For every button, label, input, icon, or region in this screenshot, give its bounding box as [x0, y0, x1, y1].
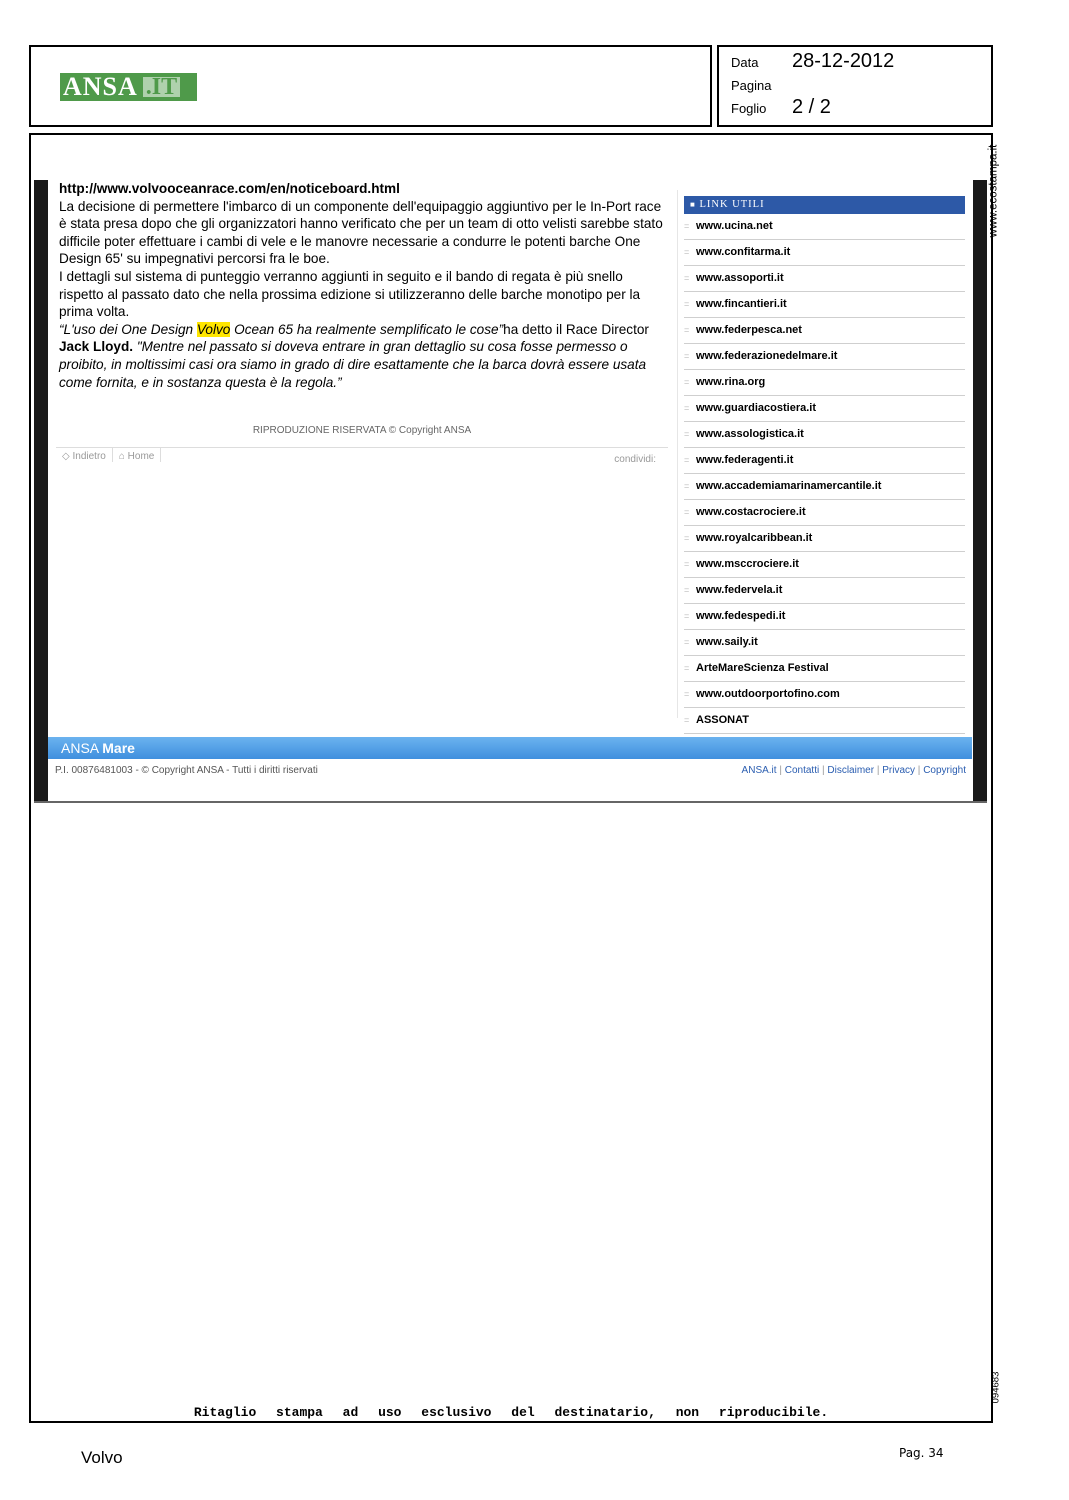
footer-link-copyright[interactable]: Copyright — [923, 765, 966, 776]
back-link[interactable] — [56, 448, 113, 462]
document-code — [988, 1368, 1018, 1408]
footer-sep: | — [779, 765, 782, 776]
link-item[interactable]: = www.saily.it — [684, 630, 965, 656]
link-item[interactable]: = www.msccrociere.it — [684, 552, 965, 578]
link-item[interactable]: = www.federpesca.net — [684, 318, 965, 344]
director-name: Jack Lloyd. — [59, 339, 134, 355]
ansa-mare-banner[interactable] — [48, 737, 972, 759]
footer-links — [742, 765, 966, 776]
quote-second: "Mentre nel passato si doveva entrare in gran dettaglio su cosa fosse permesso o proibito, in moltissimi casi ora siamo in grado di dire esattamente che la barca dovrà essere usata come fornita, e in sostanza questa è la regola.” — [59, 339, 647, 390]
link-item[interactable]: = www.assologistica.it — [684, 422, 965, 448]
footer-sep: | — [876, 765, 880, 776]
article-paragraph-3 — [59, 321, 669, 391]
footer-link-contatti[interactable]: Contatti — [784, 765, 820, 776]
ecostampa-sidebar — [988, 145, 1018, 250]
keyword-label: Volvo — [81, 1448, 123, 1467]
footer-link-disclaimer[interactable]: Disclaimer — [827, 765, 875, 776]
link-item[interactable]: = www.ucina.net — [684, 214, 965, 240]
article-paragraph-1: La decisione di permettere l'imbarco di un componente dell'equipaggio aggiuntivo per le In-Port race è stata presa dopo che gli organizzatori hanno verificato che per un team di otto velisti sarebbe stato difficile poter effettuare i cambi di vele e le manovre necessarie a condurre le potenti barche One Design 65' su impegnativi percorsi fra le boe. — [59, 198, 663, 267]
link-item[interactable]: = www.federazionedelmare.it — [684, 344, 965, 370]
link-item[interactable]: = www.rina.org — [684, 370, 965, 396]
data-label: Data — [731, 55, 759, 70]
link-utili-title: LINK UTILI — [699, 199, 765, 210]
document-code-text: 094683 — [990, 1371, 1002, 1404]
back-label: Indietro — [72, 451, 106, 462]
link-item[interactable]: = www.fedespedi.it — [684, 604, 965, 630]
pagina-label: Pagina — [731, 78, 772, 93]
quote-end: Ocean 65 ha realmente semplificato le cose” — [230, 321, 504, 337]
quote-said: ha detto il Race Director — [503, 321, 649, 337]
footer-sep: | — [821, 765, 825, 776]
home-link[interactable] — [113, 448, 162, 462]
footer-copyright: P.I. 00876481003 - © Copyright ANSA - Tutti i diritti riservati — [55, 765, 318, 776]
link-utili-header — [684, 196, 965, 214]
article-paragraph-2: I dettagli sul sistema di punteggio verranno aggiunti in seguito e il bando di regata è più snello rispetto al passato dato che nella prossima edizione si utilizzeranno delle barche monotipo per la prima volta. — [59, 268, 641, 320]
header-info-box — [717, 45, 993, 127]
link-item[interactable]: = www.costacrociere.it — [684, 500, 965, 526]
header-left-box — [29, 45, 712, 127]
link-item[interactable]: = www.fincantieri.it — [684, 292, 965, 318]
right-dark-border — [973, 180, 987, 802]
highlight-volvo: Volvo — [196, 321, 231, 337]
ansa-logo[interactable] — [60, 73, 197, 101]
link-item[interactable]: = www.accademiamarinamercantile.it — [684, 474, 965, 500]
link-item[interactable]: = www.guardiacostiera.it — [684, 396, 965, 422]
link-utili-panel — [684, 196, 965, 734]
footer-sep: | — [917, 765, 921, 776]
share-label[interactable]: condividi: — [614, 454, 656, 465]
reproduction-notice: RIPRODUZIONE RISERVATA © Copyright ANSA — [252, 425, 472, 436]
link-list — [684, 214, 965, 734]
link-item[interactable]: = ASSONAT — [684, 708, 965, 734]
article-url[interactable]: http://www.volvooceanrace.com/en/noticeboard.html — [59, 181, 400, 196]
logo-suffix: .IT — [143, 77, 180, 97]
banner-brand-b: Mare — [102, 740, 135, 756]
foglio-label: Foglio — [731, 101, 767, 116]
quote-start: “L'uso dei One Design — [59, 321, 197, 337]
links-divider — [677, 190, 678, 718]
link-item[interactable]: = www.assoporti.it — [684, 266, 965, 292]
link-item[interactable]: = www.federvela.it — [684, 578, 965, 604]
ecostampa-text: www.ecostampa.it — [987, 144, 1000, 238]
bullet-icon: ■ — [690, 200, 696, 209]
link-item[interactable]: = www.outdoorportofino.com — [684, 682, 965, 708]
page-number: Pag. 34 — [899, 1446, 944, 1460]
footer-link-privacy[interactable]: Privacy — [882, 765, 916, 776]
logo-main: ANSA — [63, 72, 138, 101]
data-value: 28-12-2012 — [792, 50, 895, 72]
link-item[interactable]: = www.royalcaribbean.it — [684, 526, 965, 552]
banner-brand-a: ANSA — [61, 740, 99, 756]
article-nav-bar — [56, 447, 668, 466]
home-icon: ⌂ — [118, 451, 125, 462]
back-icon: ◇ — [62, 451, 70, 462]
home-label: Home — [127, 451, 155, 462]
foglio-value: 2 / 2 — [792, 96, 831, 118]
link-item[interactable]: = www.federagenti.it — [684, 448, 965, 474]
ritaglio-notice: Ritaglio stampa ad uso esclusivo del destinatario, non riproducibile. — [193, 1405, 829, 1420]
link-item[interactable]: = www.confitarma.it — [684, 240, 965, 266]
footer-link-ansa[interactable]: ANSA.it — [741, 765, 777, 776]
left-dark-border — [34, 180, 48, 802]
article-body — [59, 180, 669, 391]
link-item[interactable]: = ArteMareScienza Festival — [684, 656, 965, 682]
screenshot-bottom-border — [34, 801, 987, 803]
